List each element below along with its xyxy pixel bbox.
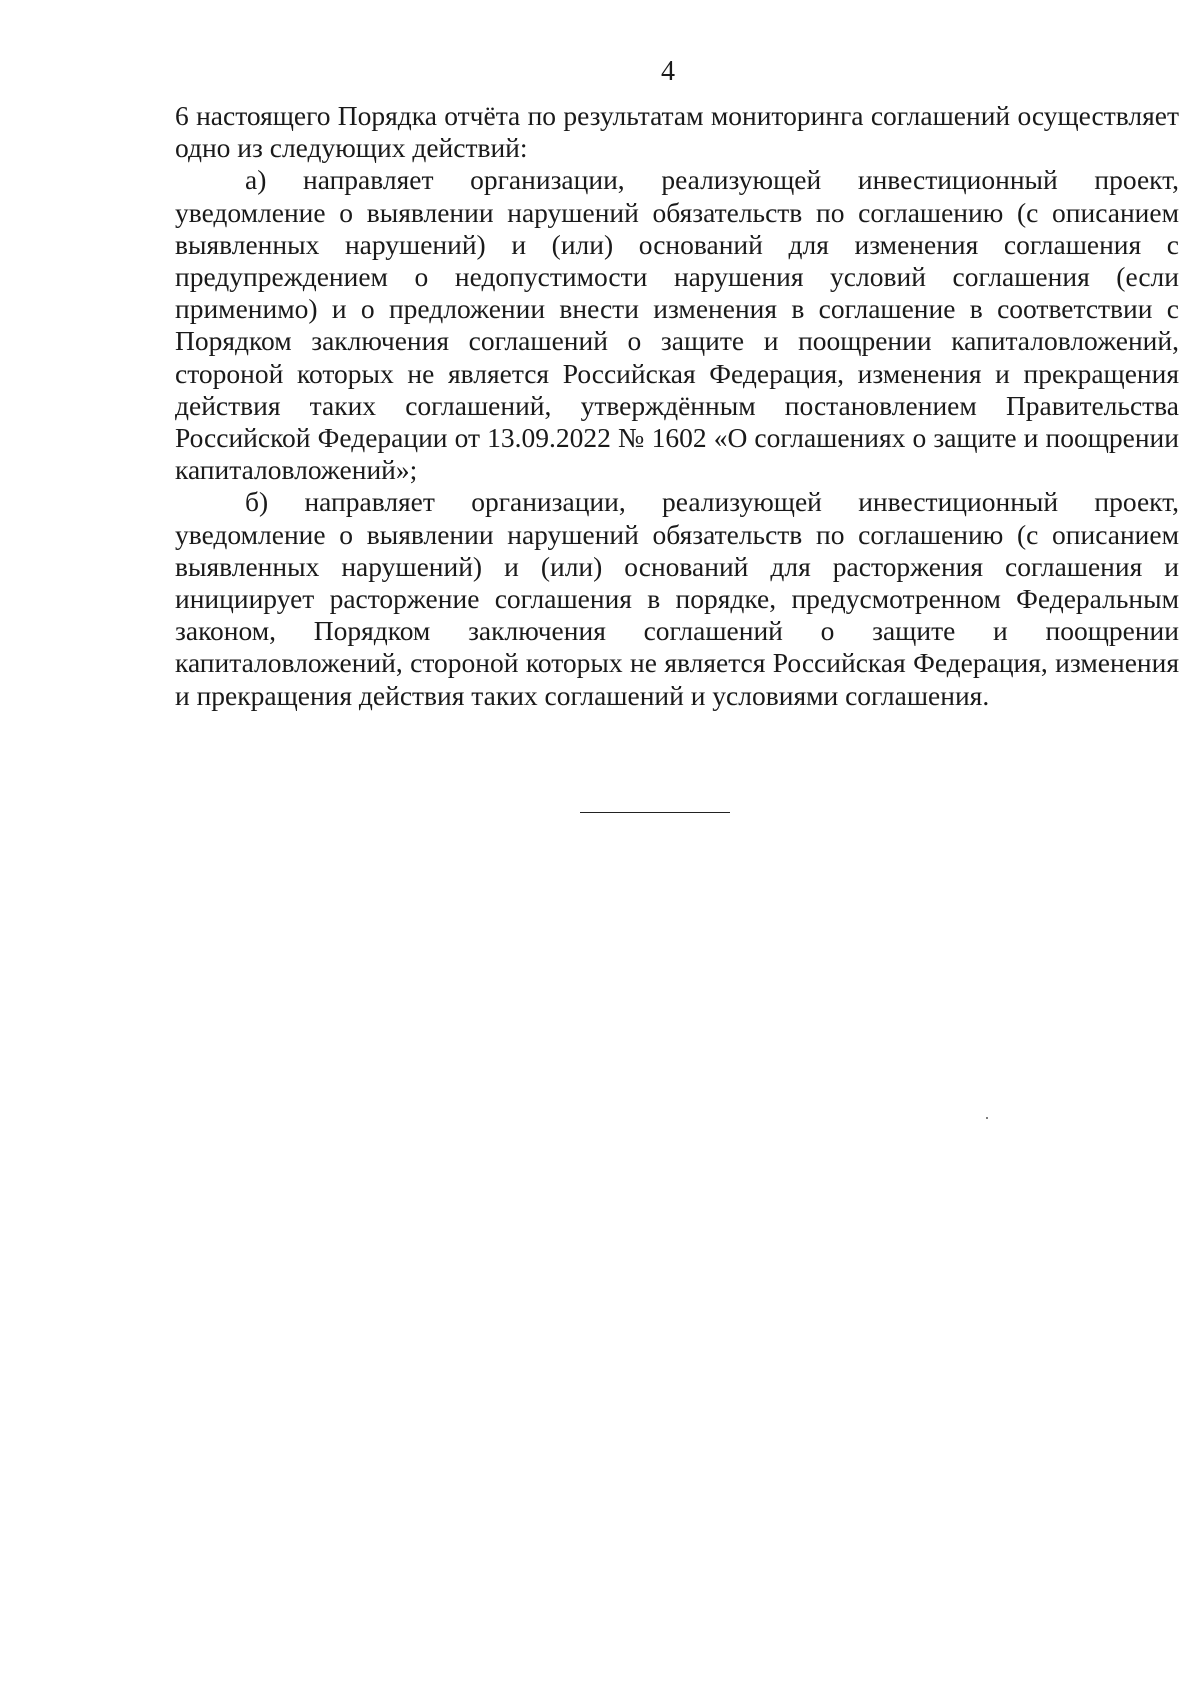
paragraph-item-b: б) направляет организации, реализующей инвестиционный проект, уведомление о выявлении нарушений обязательств по соглашению (с описанием выявленных нарушений) и (или) оснований для расторжения соглашения и инициирует расторжение соглашения в порядке, предусмотренном Федеральным законом, Порядком заключения соглашений о защите и поощрении капиталовложений, стороной которых не является Российская Федерация, изменения и прекращения действия таких соглашений и условиями соглашения. [175,486,1179,711]
end-of-text-rule [580,812,730,813]
scan-speck [986,1117,988,1119]
page-number: 4 [661,56,675,87]
document-body [175,100,1179,712]
paragraph-intro: 6 настоящего Порядка отчёта по результатам мониторинга соглашений осуществляет одно из следующих действий: [175,100,1179,164]
paragraph-item-a: а) направляет организации, реализующей инвестиционный проект, уведомление о выявлении нарушений обязательств по соглашению (с описанием выявленных нарушений) и (или) оснований для изменения соглашения с предупреждением о недопустимости нарушения условий соглашения (если применимо) и о предложении внести изменения в соглашение в соответствии с Порядком заключения соглашений о защите и поощрении капиталовложений, стороной которых не является Российская Федерация, изменения и прекращения действия таких соглашений, утверждённым постановлением Правительства Российской Федерации от 13.09.2022 № 1602 «О соглашениях о защите и поощрении капиталовложений»; [175,164,1179,486]
